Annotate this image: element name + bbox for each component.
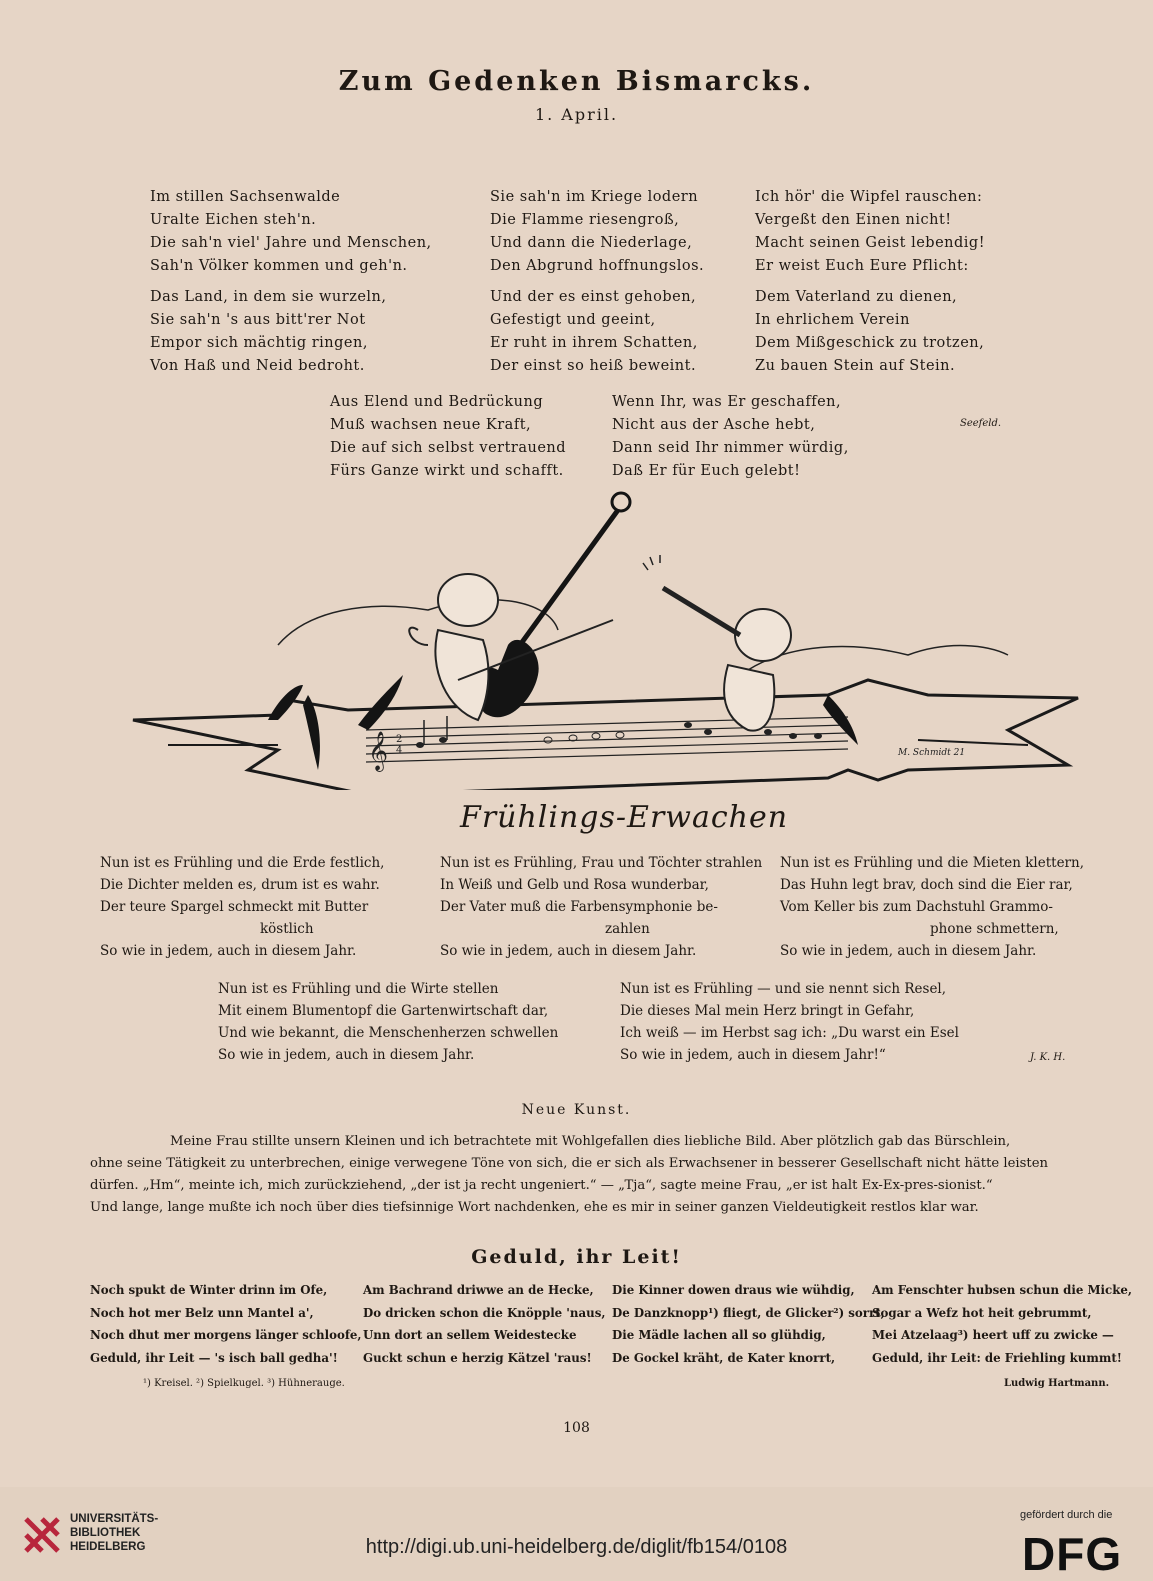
spring-illustration — [128, 470, 1088, 790]
stanza: Wenn Ihr, was Er geschaffen, Nicht aus der Asche hebt, Dann seid Ihr nimmer würdig, Daß Er für Euch gelebt! — [612, 394, 849, 479]
poem-author: J. K. H. — [1030, 1052, 1066, 1063]
spring-column: Nun ist es Frühling und die Mieten klettern, Das Huhn legt brav, doch sind die Eier rar, Vom Keller bis zum Dachstuhl Grammo- phone schmettern, So wie in jedem, auch in diesem Jahr. — [780, 855, 1084, 959]
dialect-column: Die Kinner dowen draus wie wühdig, De Danzknopp¹) fliegt, de Glicker²) sorrt, Die Mädle lachen all so glühdig, De Gockel kräht, de Kater knorrt, — [612, 1283, 885, 1365]
svg-text:2: 2 — [396, 734, 403, 745]
library-name: UNIVERSITÄTS- BIBLIOTHEK HEIDELBERG — [70, 1513, 159, 1553]
stanza: Im stillen Sachsenwalde Uralte Eichen steh'n. Die sah'n viel' Jahre und Menschen, Sah'n Völker kommen und geh'n. — [150, 189, 432, 274]
svg-text:4: 4 — [396, 745, 403, 756]
stanza: Sie sah'n im Kriege lodern Die Flamme riesengroß, Und dann die Niederlage, Den Abgrund hoffnungslos. — [490, 189, 705, 274]
poem-author: Ludwig Hartmann. — [1004, 1378, 1110, 1389]
spring-column: Nun ist es Frühling und die Wirte stellen Mit einem Blumentopf die Gartenwirtschaft dar, Und wie bekannt, die Menschenherzen schwellen So wie in jedem, auch in diesem Jahr. — [218, 981, 559, 1063]
footnotes: ¹) Kreisel. ²) Spielkugel. ³) Hühnerauge. — [143, 1378, 345, 1389]
prose-text: Meine Frau stillte unsern Kleinen und ich betrachtete mit Wohlgefallen dies liebliche Bild. Aber plötzlich gab das Bürschlein, ohne seine Tätigkeit zu unterbrechen, einige verwegene Töne von sich, die er sich als Erwachsener in besserer Gesellschaft nicht hätte leisten dürfen. „Hm“, meinte ich, mich zurückziehend, „der ist ja recht ungeniert.“ — „Tja“, sagte meine Frau, „er ist halt Ex-Ex-pres-sionist.“ Und lange, lange mußte ich noch über dies tiefsinnige Wort nachdenken, ehe es mir in seiner ganzen Vieldeutigkeit restlos klar war. — [90, 1134, 1049, 1215]
artist-signature: M. Schmidt 21 — [898, 748, 966, 758]
dfg-logo: DFG — [1022, 1528, 1123, 1580]
poem-title: Zum Gedenken Bismarcks. — [338, 66, 815, 97]
spring-column: Nun ist es Frühling, Frau und Töchter strahlen In Weiß und Gelb und Rosa wunderbar, Der Vater muß die Farbensymphonie be- zahlen So wie in jedem, auch in diesem Jahr. — [440, 855, 763, 959]
source-url[interactable]: http://digi.ub.uni-heidelberg.de/diglit/fb154/0108 — [365, 1536, 788, 1558]
stanza: Und der es einst gehoben, Gefestigt und geeint, Er ruht in ihrem Schatten, Der einst so heiß beweint. — [490, 289, 698, 374]
page-number: 108 — [563, 1420, 590, 1436]
poem-date: 1. April. — [534, 105, 619, 124]
dialect-column: Am Fenschter hubsen schun die Micke, Sogar a Wefz hot heit gebrummt, Mei Atzelaag³) heert uff zu zwicke — Geduld, ihr Leit: de Friehling kummt! — [872, 1283, 1132, 1365]
stanza: Dem Vaterland zu dienen, In ehrlichem Verein Dem Mißgeschick zu trotzen, Zu bauen Stein auf Stein. — [755, 289, 985, 374]
poem-author: Seefeld. — [960, 418, 1002, 429]
dialect-column: Noch spukt de Winter drinn im Ofe, Noch hot mer Belz unn Mantel a', Noch dhut mer morgens länger schloofe, Geduld, ihr Leit — 's isch ball gedha'! — [90, 1283, 362, 1365]
stanza: Das Land, in dem sie wurzeln, Sie sah'n 's aus bitt'rer Not Empor sich mächtig ringen, Von Haß und Neid bedroht. — [150, 289, 387, 374]
stanza: Ich hör' die Wipfel rauschen: Vergeßt den Einen nicht! Macht seinen Geist lebendig! Er weist Euch Eure Pflicht: — [755, 189, 986, 274]
funding-note: gefördert durch die — [1020, 1509, 1113, 1521]
svg-text:𝄞: 𝄞 — [368, 731, 389, 771]
stanza: Aus Elend und Bedrückung Muß wachsen neue Kraft, Die auf sich selbst vertrauend Fürs Ganze wirkt und schafft. — [330, 394, 567, 479]
section-title: Geduld, ihr Leit! — [471, 1246, 682, 1268]
spring-column: Nun ist es Frühling — und sie nennt sich Resel, Die dieses Mal mein Herz bringt in Gefahr, Ich weiß — im Herbst sag ich: „Du warst ein Esel So wie in jedem, auch in diesem Jahr!“ — [620, 981, 959, 1063]
illustration-title: Frühlings-Erwachen — [460, 800, 789, 835]
dialect-column: Am Bachrand driwwe an de Hecke, Do dricken schon die Knöpple 'naus, Unn dort an sellem Weidestecke Guckt schun e herzig Kätzel 'raus! — [363, 1283, 606, 1365]
section-title: Neue Kunst. — [521, 1102, 632, 1118]
spring-column: Nun ist es Frühling und die Erde festlich, Die Dichter melden es, drum ist es wahr. Der teure Spargel schmeckt mit Butter köstlich So wie in jedem, auch in diesem Jahr. — [100, 855, 385, 959]
footer-bar — [0, 1487, 1153, 1581]
